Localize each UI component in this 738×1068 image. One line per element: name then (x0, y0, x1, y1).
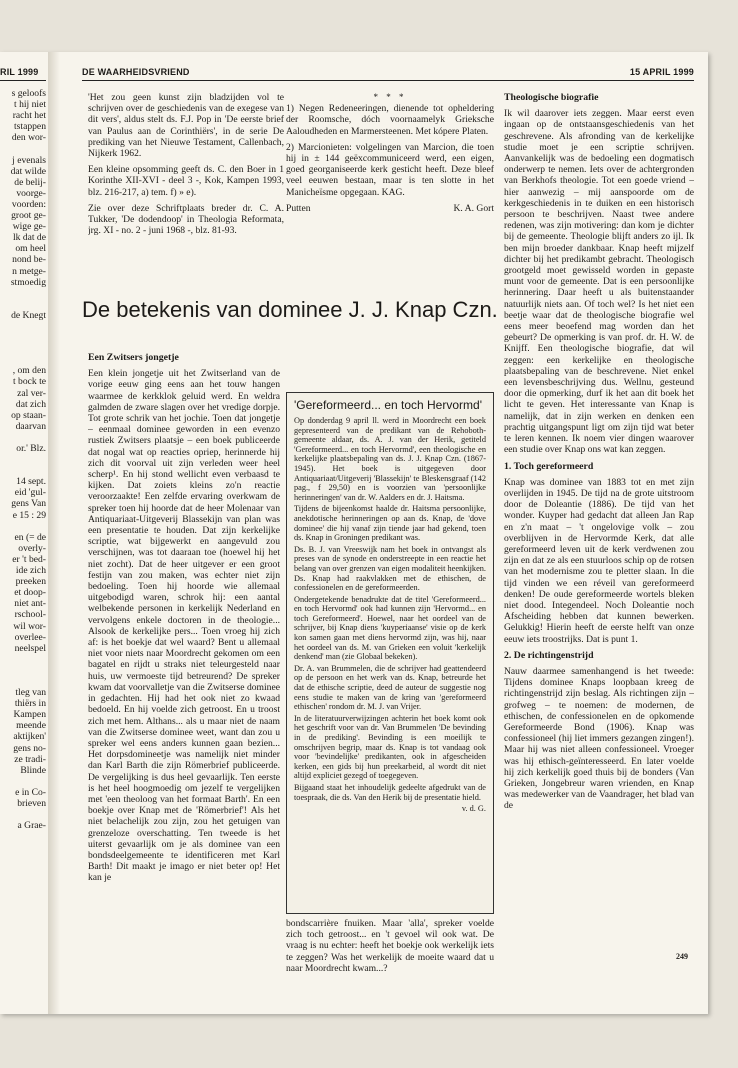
fragment-line (0, 676, 46, 687)
footnote-paragraph: Een kleine opsomming geeft ds. C. den Boer in 1 Korinthe XII-XVI - deel 3 -, Kok, Kampen 1993, blz. 216-217, a) tem. f) » e). (88, 164, 284, 198)
article-paragraph: Een klein jongetje uit het Zwitserland van de vorige eeuw ging eens aan het touw hangen waarmee de kerkklok geluid werd. En weldra galmden de zware slagen over het vredige dorpje. Tot grote schrik van het jochie. Toen dat jongetje – eenmaal dominee geworden in een evenzo rustiek Zwitsers plaatsje – een boek publiceerde dat nogal wat op reacties opriep, herinnerde hij zich dit voorval uit zijn verleden weer heel scherp¹. En hij stond wellicht even verbaasd te kijken. Dat zoiets kleins zo'n reactie veroorzaakte! Een zelfde ervaring overkwam de spreker toen hij hoorde dat de heer Molenaar van Antiquariaat-Uitgeverij Blassekijn van plan was een presentatie te houden. Dat zijn kerkelijke scriptie, wat bijgewerkt en aangevuld zou verschijnen, was tot daaraan toe (hoewel hij het niet zocht). Dat de heer uitgever er een groot festijn van zou maken, was echter niet zijn bedoeling. Toen hij hoorde wie allemaal uitgebodigd waren, schrok hij: een aantal welbekende personen in kerkelijk Nederland en vervolgens enkele doctoren in de theologie... Alsook de kerkelijke pers... Toen vroeg hij zich af: is het boekje dat wel waard? Bent u allemaal niet voor niets naar Moordrecht gekomen om een bagatel en rijdt u straks niet teleurgesteld naar huis, uw vermoeste tijd betreurend? De spreker kwam dat voorvalletje van die Zwitserse dominee in gedachten. Hij had het ook niet zo kwaad bedoeld. En hij voelde zich getroost. En u troost zich met hem. Althans... als u maar niet de naam van die Zwitserse dominee weet, want dan zou u spreker wel eens anders kunnen gaan bezien... Het dorpsdomineetje was namelijk niet minder dan Karl Barth die zijn Römerbrief publiceerde. De vergelijking is dus heel gevaarlijk. Ten eerste is het heel hoogmoedig om jezelf te vergelijken met 'een theoloog van het formaat Barth'. En een boekje over Knap met de 'Römerbrief'! Als het niet belachelijk zou zijn, zou het getuigen van grenzeloze overschatting. Ten tweede is het uiterst gevaarlijk om je als dominee van een bondsdeelgemeente te identificeren met Karl Barth! Dit maakt je imago er niet beter op! Het kan je (88, 368, 280, 884)
sidebar-signature: v. d. G. (461, 804, 486, 814)
footnote-paragraph: 'Het zou geen kunst zijn bladzijden vol te schrijven over de geschiedenis van de exegese van dit vers', aldus stelt ds. F.J. Pop in 'De eerste brief van Paulus aan de Corinthiërs', in de serie De prediking van het Nieuwe Testament, Callenbach, Nijkerk 1962. (88, 92, 284, 160)
sidebar-paragraph: Ds. B. J. van Vreeswijk nam het boek in ontvangst als preses van de synode en onderstreepte in een reactie het belang van over grenzen van eigen modaliteit heenkijken. Ds. Knap had raakvlakken met de ethischen, de confessionelen en de gereformeerden. (294, 544, 486, 593)
fragment-line (0, 665, 46, 676)
fragment-line: zal ver- (17, 387, 46, 399)
sidebar-title: 'Gereformeerd... en toch Hervormd' (294, 398, 482, 412)
sidebar-paragraph: In de literatuurverwijzingen achterin het boek komt ook het geschrift voor van dr. Van Brummelen 'De bevinding in de prediking'. Bevinding is een moeilijk te omschrijven begrip, maar ds. Knap is tot vandaag ook voor 'bevindelijke' predikanten, ook in afgescheiden kerken, een gids bij hun preekarbeid, al wordt dit niet altijd expliciet gezegd of toegegeven. (294, 713, 486, 781)
fragment-line: a Grae- (17, 820, 46, 832)
article-paragraph: Ik wil daarover iets zeggen. Maar eerst even ingaan op de ontstaansgeschiedenis van het geschrevene. Als afronding van de kerkelijke studie moet je een scriptie schrijven. Aanvankelijk was de bedoeling een dogmatisch onderwerp te nemen. Iets over de achtergronden van Berkhofs theologie. Tot een goede vriend – hier aanwezig – mij aanspoorde om de kerkgeschiedenis in te duiken en een historisch persoon te beschrijven. Naast twee andere redenen, was zijn motivering: dan kom je dichter bij de gemeente. Theologie blijft anders zo ijl. Ik ben mijn broeder dankbaar. Knap heeft mijzelf dichter bij het predikambt gebracht. Theologisch grootgeld moet gewisseld worden in gepaste munt voor de gemeente. Dat is een persoonlijke herinnering. Daar heeft u als buitenstaander natuurlijk niets aan. Of toch wel? Is het niet een beetje waar dat de theologische biografie wel eens meer beoefend mag worden dan het gebeurt? De opmerking is van prof. dr. H. W. de Knijff. Een theologische biografie, dat wil zeggen: een kerkelijke en theologische plaatsbepaling van de beschrevene. Niet enkel een levensbeschrijving dus. Wellnu, gesteund door die opmerking, durf ik het aan dit boek het licht te geven. Het interessante van Knap is namelijk, dat in zijn werken en denken een prachtig uitgangspunt ligt om zijn tijd wat beter te leren kennen. Ik noem vier dingen waarover een studie over Knap ons wat kan zeggen. (504, 108, 694, 456)
fragment-line: , om den (12, 365, 46, 377)
fragment-line (0, 288, 46, 299)
fragment-line: thiërs in (14, 698, 46, 710)
issue-date: 15 APRIL 1999 (629, 67, 694, 77)
article-column-3 (504, 92, 694, 942)
sidebar-box (286, 392, 494, 914)
fragment-line (0, 343, 46, 354)
fragment-line: er 't bed- (12, 553, 46, 565)
fragment-line: daarvan (15, 420, 46, 432)
fragment-line: e in Co- (15, 786, 46, 798)
article-paragraph: Nauw daarmee samenhangend is het tweede: Tijdens dominee Knaps loopbaan kreeg de richtingenstrijd zijn beslag. Als richtingen zijn – grofweg – te noemen: de modernen, de ethischen, de confessionelen en de opkomende Gereformeerde Bond (1906). Knap was confessioneel (hij liet immers gezangen zingen!). Maar hij was niet alleen confessioneel. Vroeger was hij ethisch-geïnteresseerd. En later voelde hij zich kerkelijk goed thuis bij de bonders (Van Grieken, Jongebreur waren vrienden, en Knap was medewerker van de Vaandrager, het blad van de (504, 665, 694, 812)
footnote-column-1 (88, 92, 284, 292)
fragment-line: de belij- (14, 176, 46, 188)
fragment-line (0, 776, 46, 787)
fragment-line: Blinde (20, 764, 46, 776)
sidebar-paragraph: Tijdens de bijeenkomst haalde dr. Haitsma persoonlijke, anekdotische herinneringen op aan ds. Knap, de 'dove dominee' die hij vanaf zijn tiende jaar had gekend, toen ds. Knap in Groningen predikant was. (294, 504, 486, 543)
previous-page-fragment (0, 88, 46, 831)
sidebar-paragraph: Bijgaand staat het inhoudelijk gedeelte afgedrukt van de toespraak, die ds. Van den Herik bij de presentatie hield. (294, 782, 486, 802)
fragment-line: op staan- (11, 409, 46, 421)
page-number: 249 (676, 952, 688, 961)
section-heading: Theologische biografie (504, 92, 599, 103)
fragment-line: groot ge- (11, 210, 46, 222)
fragment-line: dat zich (15, 398, 46, 410)
magazine-page (0, 52, 708, 1014)
fragment-line: overlee- (14, 631, 46, 643)
fragment-line: stmoedig (10, 276, 46, 288)
header-rule (82, 80, 694, 81)
footnote-paragraph: Zie over deze Schriftplaats breder dr. C. A. Tukker, 'De dodendoop' in Theologia Reformata, jrg. XI - no. 2 - juni 1968 -, blz. 81-93. (88, 202, 284, 237)
fragment-line (0, 332, 46, 343)
fragment-line: voorden: (11, 198, 46, 210)
footnote-column-2 (286, 92, 494, 292)
fragment-line: n metge- (12, 265, 46, 277)
fragment-line: eid 'gul- (14, 487, 46, 499)
fragment-line (0, 809, 46, 820)
fragment-line: voorge- (16, 187, 46, 199)
author-signature (286, 203, 494, 214)
sidebar-paragraph: Dr. A. van Brummelen, die de schrijver had geattendeerd op de persoon en het werk van ds. Knap, betreurde het dat de ethische scriptie, deed de auteur de suggestie nog eens studie te maken van de kring van 'gereformeerd ethischen' rondom dr. M. J. van Vrijer. (294, 663, 486, 712)
article-paragraph: Knap was dominee van 1883 tot en met zijn overlijden in 1945. De tijd na de grote uitstroom door de Doleantie (1886). De tijd van het wonder. Kuyper had gedacht dat alleen Jan Rap en z'n maat – 't ongelovige volk – zou overblijven in de Hervormde Kerk, dat alle gereformeerd leven uit de kerk verdwenen zou zijn en dat ze als een stuurloos schip op de rotsen van het modernisme zou te pletter slaan. In die tijd vinden we een réveil van gereformeerd denken! De oude gereformeerde wortels bleken niet dood. Integendeel. Noch Doleantie noch Afscheiding hebben dat kunnen bewerken. Gelukkig! Hierin heeft de eerste helft van onze eeuw iets troostrijks. Dat is punt 1. (504, 476, 694, 645)
fragment-line: Kampen (13, 709, 46, 721)
fragment-line (0, 143, 46, 154)
fragment-line: rschool- (14, 609, 46, 621)
article-column-1 (88, 352, 280, 1002)
fragment-line: preeken (15, 576, 46, 588)
fragment-line (0, 465, 46, 476)
fragment-line: niet ant- (14, 598, 46, 610)
section-heading: 1. Toch gereformeerd (504, 460, 594, 472)
fragment-line (0, 521, 46, 532)
header-left-fragment: RIL 1999 (0, 67, 39, 77)
fragment-line: 14 sept. (16, 476, 46, 488)
fragment-line: en (= de (14, 531, 46, 543)
fragment-line: e 15 : 29 (12, 509, 46, 521)
fragment-line: overly- (18, 542, 46, 554)
fragment-line (0, 299, 46, 310)
fragment-line: or.' Blz. (16, 443, 46, 454)
fragment-line: gens Van (11, 498, 46, 510)
sidebar-paragraph: Ondergetekende benadrukte dat de titel 'Gereformeerd... en toch Hervormd' ook had kunnen zijn 'Hervormd... en toch Gereformeerd'. Hoewel, naar het oordeel van de schrijver, bij Knap diens 'kuyperiaanse' visie op de kerk kon samen gaan met diens hervormd zijn, was hij, naar het oordeel van ds. M. van Grieken een voluit 'kerkelijk denkend' man (zie Globaal bekeken). (294, 594, 486, 662)
section-heading: 2. De richtingenstrijd (504, 649, 594, 661)
fragment-line: et doop- (14, 587, 46, 599)
fragment-line: brieven (17, 798, 46, 809)
fragment-line: ide zich (15, 565, 46, 577)
fragment-line: wige ge- (12, 221, 46, 233)
fragment-line: racht het (12, 110, 46, 122)
footnote-paragraph: 1) Negen Redeneeringen, dienende tot opheldering der Roomsche, dóch voornaamelyk Grieksche Aaloudheden en Marmersteenen. Met kópere Platen. (286, 103, 494, 137)
fragment-line: om heel (15, 243, 46, 255)
fragment-line: s geloofs (11, 88, 46, 99)
fragment-line (0, 454, 46, 465)
sidebar-paragraph: Op donderdag 9 april ll. werd in Moordrecht een boek gepresenteerd van de predikant van de Rehoboth-gemeente aldaar, ds. A. J. van der Herik, getiteld 'Gereformeerd... en toch Hervormd', een theologische en kerkelijke plaatsbepaling van ds. J. J. Knap Czn. (1867-1945). Het boek is uitgegeven door Antiquariaat/Uitgeverij 'Blassekijn' te Bleskensgraaf (142 pag., f 29,50) en is voorzien van 'persoonlijke herinneringen' van dr. W. Aalders en dr. J. Haitsma. (294, 416, 486, 502)
footnote-paragraph: 2) Marcionieten: volgelingen van Marcion, die toen hij in ± 144 geëxcommuniceerd werd, een eigen, goed georganiseerde kerk gesticht heeft. Deze bleef veel eeuwen bestaan, maar is ten slotte in het Manicheïsme opgegaan. KAG. (286, 141, 494, 198)
fragment-line: tleg van (15, 687, 46, 699)
article-subtitle: Een Zwitsers jongetje (88, 352, 179, 363)
section-separator: * * * (373, 92, 407, 102)
fragment-line (0, 354, 46, 365)
fragment-line: t hij niet (14, 99, 46, 111)
fragment-line: neelspel (14, 642, 46, 654)
header-rule-left (0, 80, 46, 81)
fragment-line: dat wilde (10, 165, 46, 177)
fragment-line: t bock te (12, 376, 46, 388)
journal-name: DE WAARHEIDSVRIEND (82, 67, 190, 77)
fragment-line: tstappen (14, 121, 46, 133)
fragment-line: ze tradi- (14, 753, 46, 765)
fragment-line (0, 321, 46, 332)
fragment-line: lk dat de (12, 232, 46, 244)
fragment-line (0, 654, 46, 665)
fragment-line: aktijken' (13, 731, 46, 743)
fragment-line: nond be- (12, 254, 46, 266)
fragment-line: gens no- (13, 742, 46, 754)
fragment-line: meende (16, 720, 46, 732)
article-title: De betekenis van dominee J. J. Knap Czn. (82, 297, 498, 322)
article-paragraph: bondscarrière fnuiken. Maar 'alla', spreker voelde zich toch getroost... en 't gevoel wil ook wat. De vraag is nu echter: heeft het boekje ook werkelijk iets te zeggen? Was het werkelijk de moeite waard dat u naar Moordrecht kwam...? (286, 918, 494, 974)
signature-place: Putten (286, 202, 311, 214)
fragment-line: j evenals (12, 154, 46, 166)
fragment-line: de Knegt (11, 309, 46, 321)
fragment-line (0, 432, 46, 443)
fragment-line: wil wor- (13, 620, 46, 632)
fragment-line: den wor- (11, 132, 46, 144)
page-gutter (48, 52, 60, 1014)
article-column-2-bottom (286, 918, 494, 998)
signature-name: K. A. Gort (453, 202, 494, 214)
